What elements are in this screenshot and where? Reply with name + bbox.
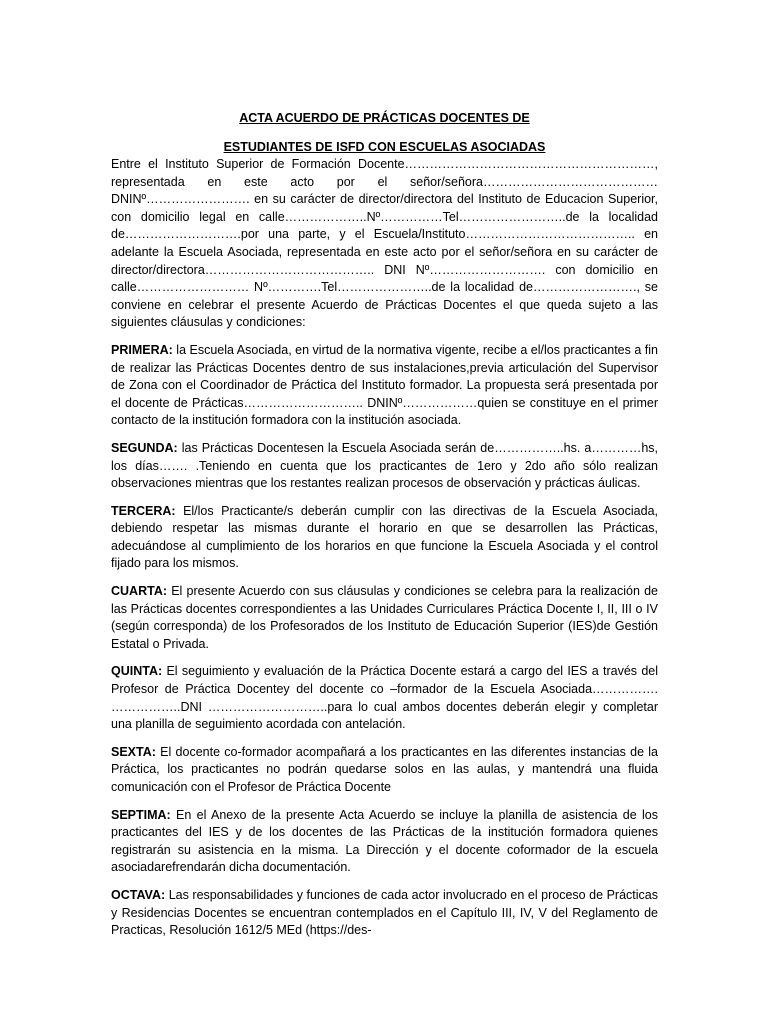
intro-paragraph: Entre el Instituto Superior de Formación Docente……………………………………………………, representada en este acto por el señor/señora…………………………………… DNINº……………………. en su carácter de director/directora del Instituto de Educacion Superior, con domicilio legal en calle………………..Nº……………Tel……………………..de la localidad de……………………….por una parte, y el Escuela/Instituto………………………………….. en adelante la Escuela Asociada, representada en este acto por el señor/señora en su carácter de director/directora………………………………….. DNI Nº………………………. con domicilio en calle……………………… Nº………….Tel…………………..de la localidad de……………………., se conviene en celebrar el presente Acuerdo de Prácticas Docentes el que queda sujeto a las siguientes cláusulas y condiciones:	[111, 157, 658, 330]
clause-label: SEPTIMA:	[111, 807, 171, 822]
clause-text: En el Anexo de la presente Acta Acuerdo se incluye la planilla de asistencia de los practicantes del IES y de los docentes de las Prácticas de la institución formadora quienes registrarán su asistencia en la misma. La Dirección y el docente coformador de la escuela asociadarefrendarán dicha documentación.	[111, 807, 658, 875]
clause-text: las Prácticas Docentesen la Escuela Asociada serán de……………..hs. a…………hs, los días……. .Teniendo en cuenta que los practicantes de 1ero y 2do año sólo realizan observaciones mientras que los restantes realizan procesos de observación y prácticas áulicas.	[111, 440, 658, 491]
clause-octava	[111, 887, 658, 940]
clause-text: Las responsabilidades y funciones de cada actor involucrado en el proceso de Prácticas y Residencias Docentes se encuentran contemplados en el Capítulo III, IV, V del Reglamento de Practicas, Resolución 1612/5 MEd (https://des-	[111, 887, 658, 938]
clause-cuarta	[111, 583, 658, 653]
clause-text: El docente co-formador acompañará a los practicantes en las diferentes instancias de la Práctica, los practicantes no podrán quedarse solos en las aulas, y mantendrá una fluida comunicación con el Profesor de Práctica Docente	[111, 744, 658, 794]
clause-label: PRIMERA:	[111, 342, 173, 357]
clause-text: El presente Acuerdo con sus cláusulas y condiciones se celebra para la realización de las Prácticas docentes correspondientes a las Unidades Curriculares Práctica Docente I, II, III o IV (según corresponda) de los Profesorados de los Instituto de Educación Superior (IES)de Gestión Estatal o Privada.	[111, 584, 658, 651]
clause-label: SEGUNDA:	[111, 440, 178, 455]
clause-text: El/los Practicante/s deberán cumplir con las directivas de la Escuela Asociada, debiendo respetar las mismas durante el horario en que se desarrollen las Prácticas, adecuándose al cumplimiento de los horarios en que funcione la Escuela Asociada y el control fijado para los mismos.	[111, 503, 658, 571]
document-title-line-1: ACTA ACUERDO DE PRÁCTICAS DOCENTES DE	[239, 111, 530, 125]
clause-quinta	[111, 663, 658, 733]
clause-text: la Escuela Asociada, en virtud de la normativa vigente, recibe a el/los practicantes a fin de realizar las Prácticas Docentes dentro de sus instalaciones,previa articulación del Supervisor de Zona con el Coordinador de Práctica del Instituto formador. La propuesta será presentada por el docente de Prácticas……………………….. DNINº………………quien se constituye en el primer contacto de la institución formadora con la institución asociada.	[111, 342, 658, 428]
clause-sexta	[111, 744, 658, 797]
clause-label: TERCERA:	[111, 503, 176, 518]
clause-tercera	[111, 503, 658, 573]
document-page	[111, 110, 658, 950]
clause-primera	[111, 342, 658, 430]
clause-label: OCTAVA:	[111, 887, 166, 902]
clause-segunda	[111, 440, 658, 493]
clause-label: SEXTA:	[111, 744, 156, 759]
clause-label: CUARTA:	[111, 584, 168, 599]
clause-label: QUINTA:	[111, 664, 163, 679]
clause-septima	[111, 807, 658, 877]
clause-text: El seguimiento y evaluación de la Práctica Docente estará a cargo del IES a través del Profesor de Práctica Docentey del docente co –formador de la Escuela Asociada……………. ……………..DNI ………………………..para lo cual ambos docentes deberán elegir y completar una planilla de seguimiento acordada con antelación.	[111, 664, 658, 732]
document-title-line-2: ESTUDIANTES DE ISFD CON ESCUELAS ASOCIADAS	[223, 140, 546, 154]
